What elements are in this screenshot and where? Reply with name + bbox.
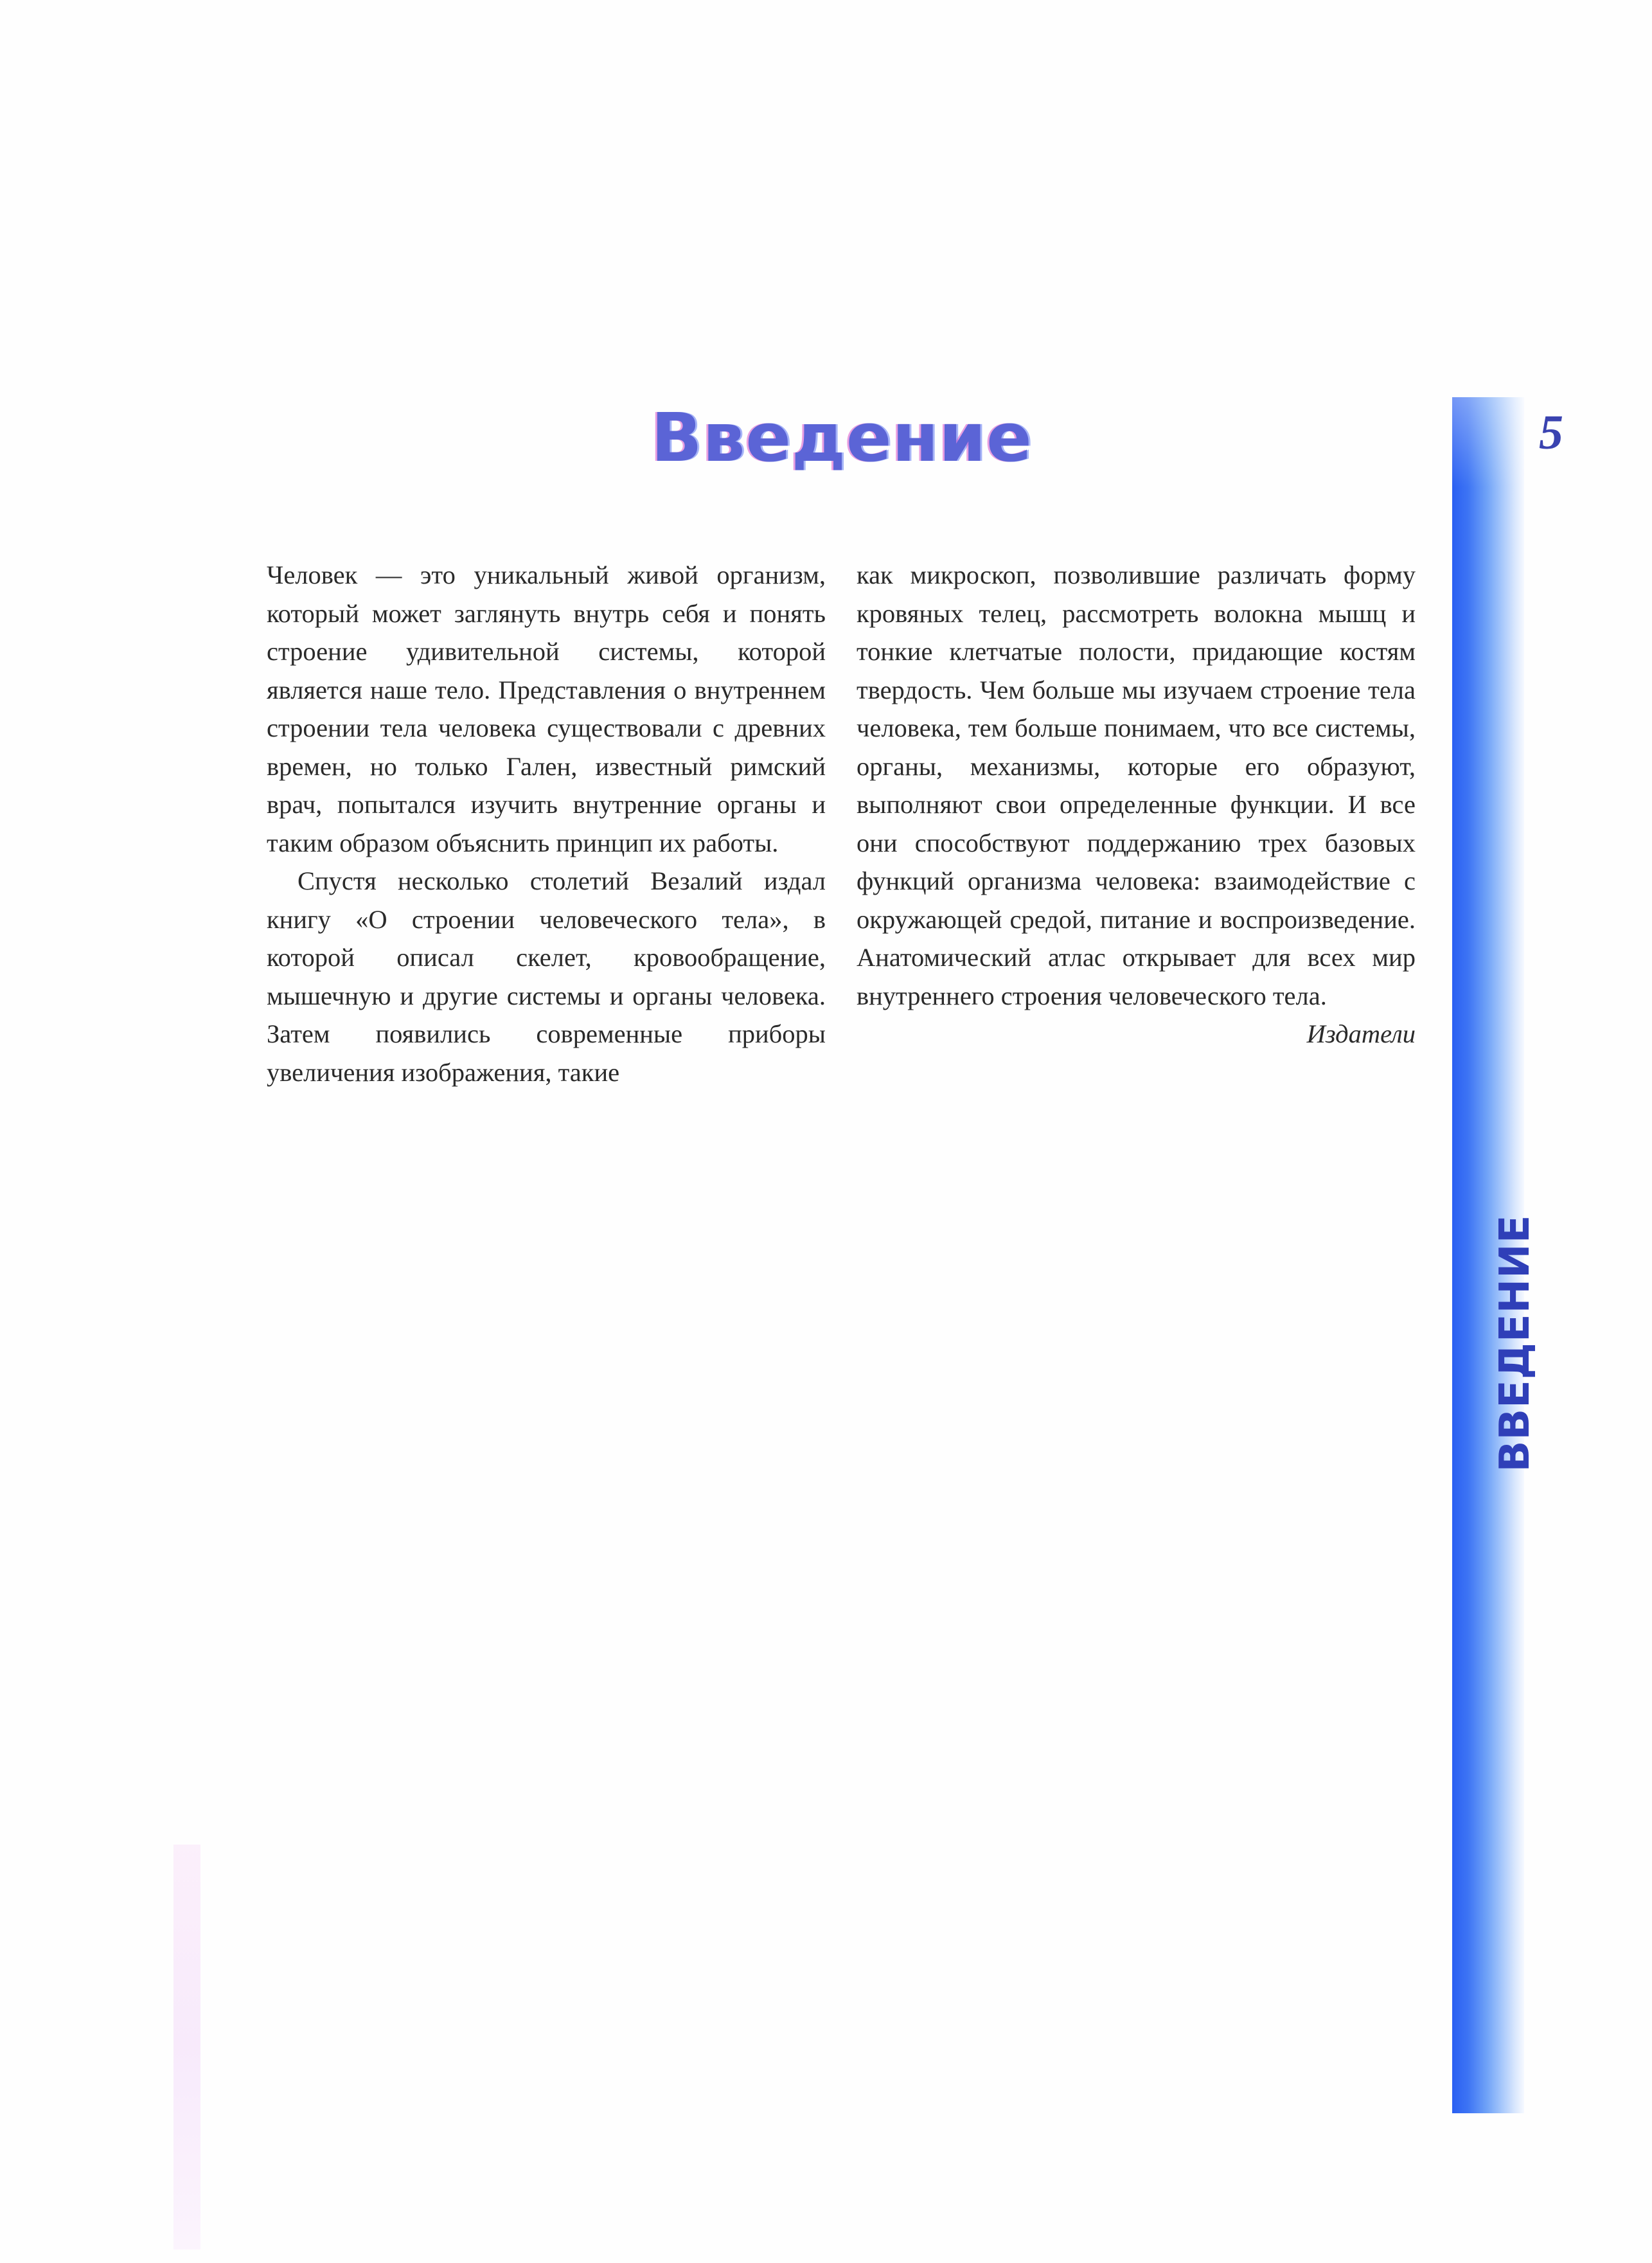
paragraph: Спустя несколько столетий Везалий издал книгу «О строении человеческого тела», в которой описал скелет, кровообращение, мышечную и другие системы и органы человека. Затем появились современные приборы увеличения изображения, такие <box>267 866 826 1087</box>
paragraph: как микроскоп, позволившие различать форму кровяных телец, рассмотреть волокна мышц и тонкие клетчатые полости, придающие костям твердость. Чем больше мы изучаем строение тела человека, тем больше понимаем, что все системы, органы, механизмы, которые его образуют, выполняют свои определенные функции. И все они способствуют поддержанию трех базовых функций организма человека: взаимодействие с окружающей средой, питание и воспроизведение. Анатомический атлас открывает для всех мир внутреннего строения человеческого тела. <box>857 560 1416 1010</box>
chapter-side-label: ВВЕДЕНИЕ <box>1491 1214 1539 1472</box>
text-column-right <box>857 556 1416 1053</box>
page-title: Введение <box>651 398 1033 477</box>
text-column-left <box>267 556 826 1091</box>
page-number: 5 <box>1539 406 1563 460</box>
paragraph: Человек — это уникальный живой организм, который может заглянуть внутрь себя и понять строение удивительной системы, которой является наше тело. Представления о внутреннем строении тела человека существовали с древних времен, но только Гален, известный римский врач, попытался изучить внутренние органы и таким образом объяснить принцип их работы. <box>267 560 826 857</box>
scan-artifact <box>173 1845 200 2250</box>
signature: Издатели <box>1306 1019 1416 1048</box>
